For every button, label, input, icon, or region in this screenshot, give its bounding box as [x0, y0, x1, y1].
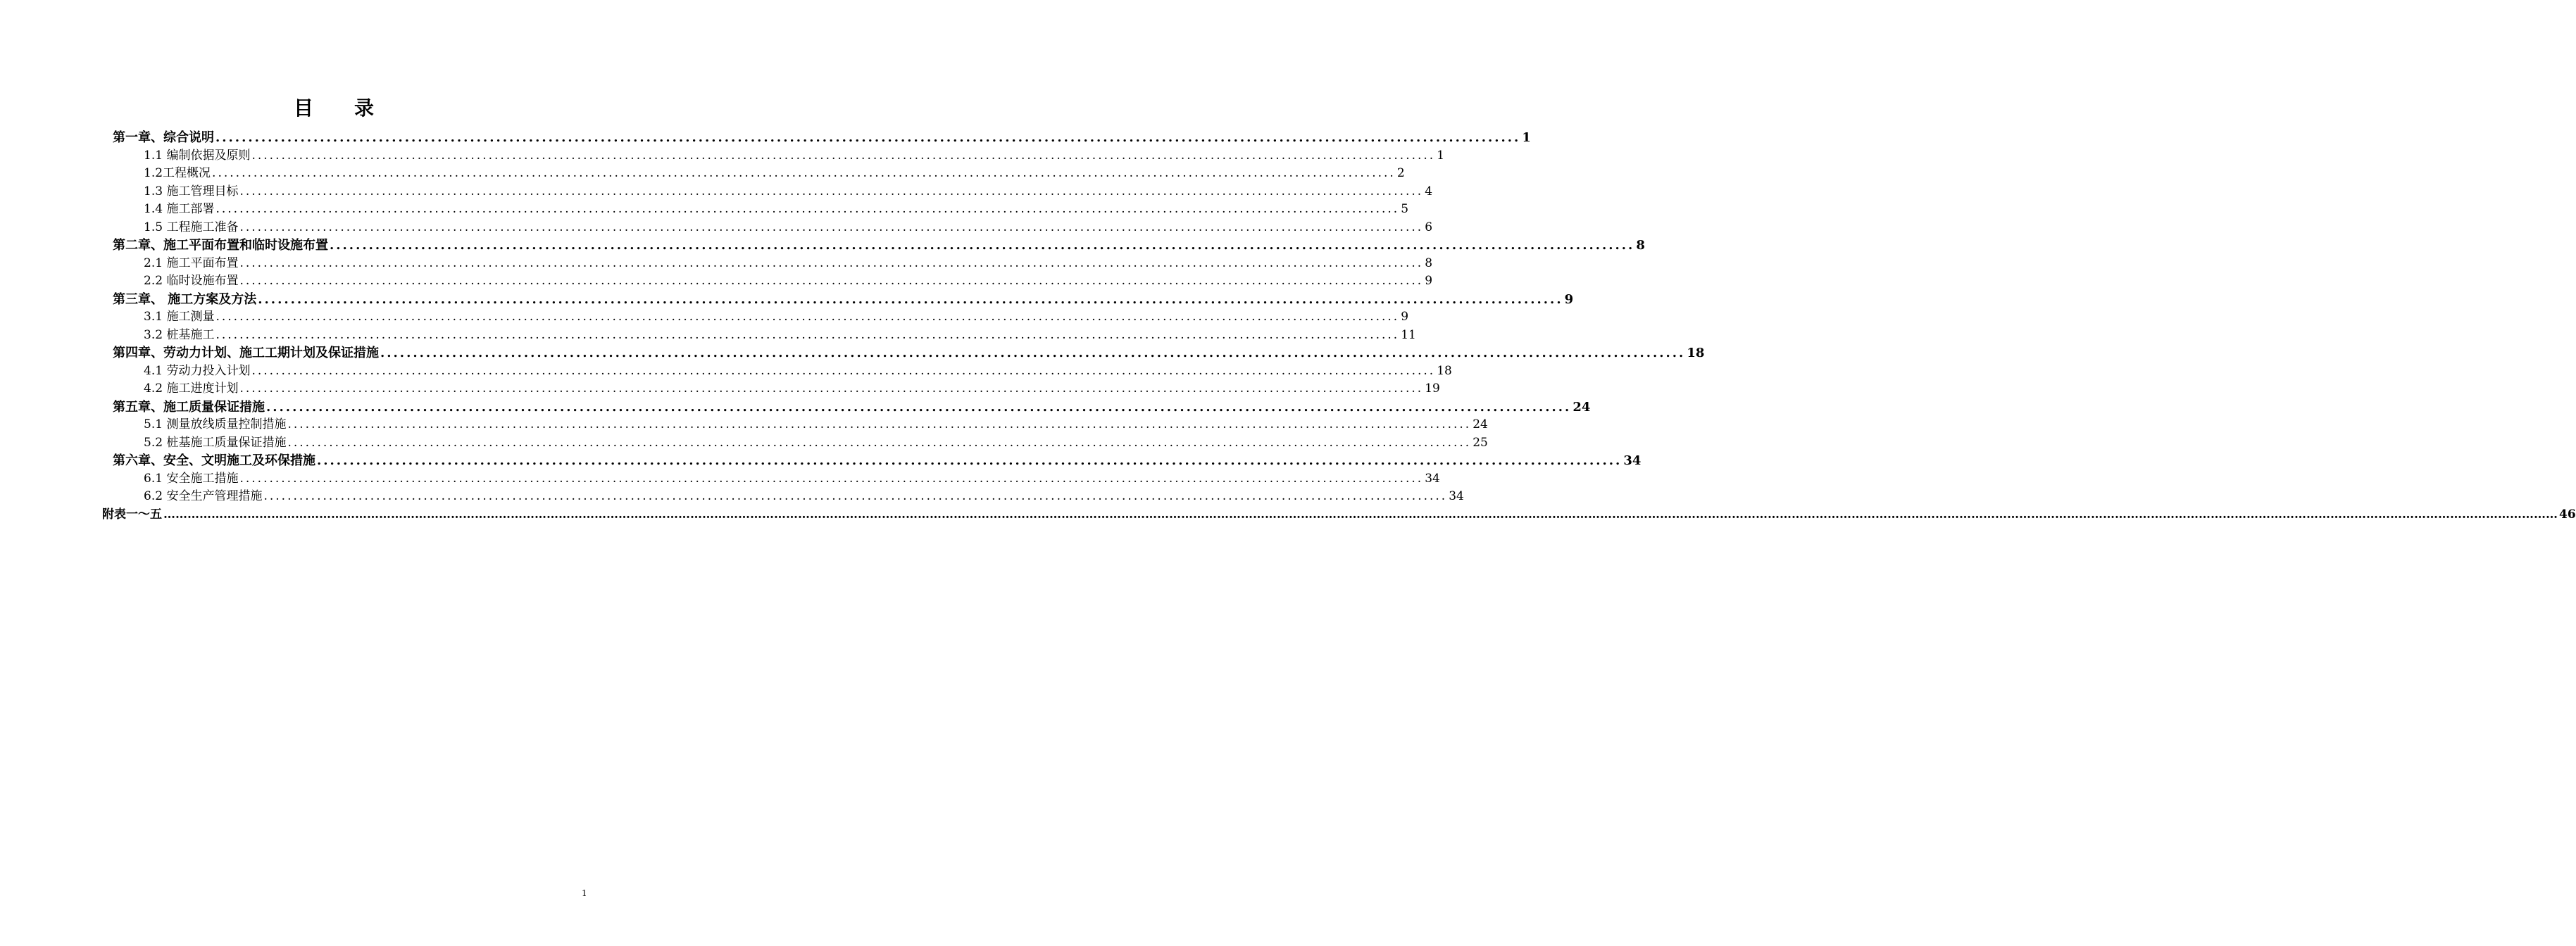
- toc-entry-section[interactable]: [144, 362, 1452, 380]
- toc-entry-page: 6: [1425, 220, 1433, 234]
- toc-entry-page: 18: [1437, 363, 1452, 378]
- toc-leader-dots: ........................................................................................................................................................................................................: [263, 489, 1448, 503]
- toc-entry-page: 18: [1687, 346, 1705, 360]
- toc-leader-dots: ........................................................................................................................................................................................................: [239, 184, 1424, 198]
- toc-entry-chapter[interactable]: [113, 291, 1574, 308]
- toc-leader-dots: ........................................................................................................................................................................................................: [215, 130, 1521, 145]
- toc-entry-label: 第四章、劳动力计划、施工工期计划及保证措施: [113, 346, 379, 360]
- toc-entry-label: 1.5 工程施工准备: [144, 220, 239, 234]
- toc-entry-page: 4: [1425, 184, 1433, 198]
- toc-entry-section[interactable]: [144, 165, 1405, 182]
- toc-entry-label: 第一章、综合说明: [113, 130, 214, 145]
- toc-entry-section[interactable]: [144, 327, 1416, 344]
- toc-entry-section[interactable]: [144, 147, 1445, 165]
- toc-entry-label: 3.2 桩基施工: [144, 327, 215, 342]
- toc-leader-dots: ........................................................................................................................................................................................................: [258, 291, 1563, 307]
- toc-entry-label: 4.1 劳动力投入计划: [144, 363, 251, 378]
- toc-entry-page: 8: [1636, 238, 1645, 253]
- toc-entry-label: 第二章、施工平面布置和临时设施布置: [113, 238, 328, 253]
- toc-entry-label: 第六章、安全、文明施工及环保措施: [113, 453, 315, 468]
- footer-page-number: 1: [582, 888, 587, 898]
- toc-leader-dots: ........................................................................................................................................................................................................: [215, 310, 1400, 324]
- toc-entry-chapter[interactable]: [113, 237, 1645, 254]
- toc-entry-section[interactable]: [144, 183, 1433, 201]
- toc-entry-page: 25: [1473, 435, 1488, 450]
- toc-entry-page: 24: [1473, 417, 1488, 431]
- toc-entry-label: 6.1 安全施工措施: [144, 471, 239, 486]
- page-title: [0, 93, 669, 121]
- toc-leader-dots: ........................................................................................................................................................................................................: [287, 435, 1472, 450]
- toc-leader-dots: ........................................................................................................................................................................................................: [287, 417, 1472, 431]
- toc-leader-dots: ........................................................................................................................................................................................................: [317, 453, 1622, 468]
- toc-entry-section[interactable]: [144, 201, 1409, 218]
- toc-entry-label: 4.2 施工进度计划: [144, 381, 239, 396]
- toc-entry-page: 8: [1425, 256, 1433, 270]
- toc-entry-label: 附表一～五: [102, 507, 162, 522]
- toc-leader-dots: ........................................................................................................................................................................................................: [215, 327, 1400, 342]
- toc-leader-dots: ........................................................................................................................................................................................................: [380, 346, 1686, 360]
- toc-entry-label: 2.1 施工平面布置: [144, 256, 239, 270]
- toc-entry-page: 24: [1573, 399, 1591, 415]
- toc-entry-label: 1.2工程概况: [144, 166, 211, 180]
- toc-leader-dots: ........................................................................................................................................................................................................: [330, 238, 1635, 253]
- toc-leader-dots: ........................................................................................................................................................................................................: [239, 220, 1424, 234]
- toc-entry-section[interactable]: [144, 416, 1488, 434]
- toc-entry-label: 1.3 施工管理目标: [144, 184, 239, 198]
- toc-leader-dots: ........................................................................................................................................................................................................: [251, 148, 1436, 163]
- toc-entry-section[interactable]: [144, 434, 1488, 452]
- toc-entry-page: 9: [1564, 291, 1574, 307]
- toc-leader-dots: ……………………………………………………………………………………………………………………………………………………………………………………………………………………………………………………………………………………………………………………………………………………………………………………………………………………………………………………………………………………………………………………………………………………: [163, 507, 2558, 522]
- toc-entry-label: 1.4 施工部署: [144, 202, 215, 216]
- toc-entry-section[interactable]: [144, 488, 1464, 505]
- toc-leader-dots: ........................................................................................................................................................................................................: [239, 471, 1424, 486]
- toc-entry-chapter[interactable]: [113, 398, 1591, 416]
- toc-entry-page: 34: [1425, 471, 1440, 486]
- toc-leader-dots: ........................................................................................................................................................................................................: [215, 202, 1400, 216]
- toc-entry-label: 第三章、 施工方案及方法: [113, 291, 257, 307]
- toc-leader-dots: ........................................................................................................................................................................................................: [266, 399, 1572, 415]
- toc-entry-page: 5: [1401, 202, 1409, 216]
- toc-entry-page: 46: [2559, 507, 2576, 522]
- toc-leader-dots: ........................................................................................................................................................................................................: [212, 166, 1396, 180]
- toc-entry-page: 9: [1425, 274, 1433, 288]
- toc-entry-section[interactable]: [144, 255, 1433, 272]
- title-part-1: 目: [293, 96, 315, 120]
- toc-entry-section[interactable]: [144, 470, 1440, 488]
- title-part-2: 录: [354, 96, 376, 120]
- toc-entry-label: 5.1 测量放线质量控制措施: [144, 417, 287, 431]
- toc-entry-page: 1: [1437, 148, 1445, 163]
- toc-entry-page: 19: [1425, 381, 1440, 396]
- toc-entry-section[interactable]: [144, 219, 1433, 237]
- toc-entry-section[interactable]: [144, 272, 1433, 290]
- toc-entry-page: 34: [1449, 489, 1464, 503]
- toc-entry-label: 3.1 施工测量: [144, 310, 215, 324]
- toc-entry-chapter[interactable]: [113, 344, 1705, 362]
- toc-entry-page: 9: [1401, 310, 1409, 324]
- toc-entry-section[interactable]: [144, 380, 1440, 398]
- toc-entry-label: 6.2 安全生产管理措施: [144, 489, 263, 503]
- toc-entry-page: 34: [1623, 453, 1642, 468]
- toc-entry-page: 2: [1396, 166, 1405, 180]
- toc-leader-dots: ........................................................................................................................................................................................................: [239, 381, 1424, 396]
- toc-entry-chapter[interactable]: [113, 129, 1531, 146]
- toc-leader-dots: ........................................................................................................................................................................................................: [239, 274, 1424, 288]
- toc-entry-section[interactable]: [144, 308, 1409, 326]
- toc-entry-page: 1: [1522, 130, 1531, 145]
- toc-entry-page: 11: [1401, 327, 1416, 342]
- toc-leader-dots: ........................................................................................................................................................................................................: [251, 363, 1436, 378]
- toc-entry-appendix[interactable]: [102, 506, 2576, 524]
- toc-entry-label: 5.2 桩基施工质量保证措施: [144, 435, 287, 450]
- toc-entry-label: 第五章、施工质量保证措施: [113, 399, 265, 415]
- toc-leader-dots: ........................................................................................................................................................................................................: [239, 256, 1424, 270]
- toc-entry-label: 2.2 临时设施布置: [144, 274, 239, 288]
- toc-entry-chapter[interactable]: [113, 452, 1642, 469]
- toc-entry-label: 1.1 编制依据及原则: [144, 148, 251, 163]
